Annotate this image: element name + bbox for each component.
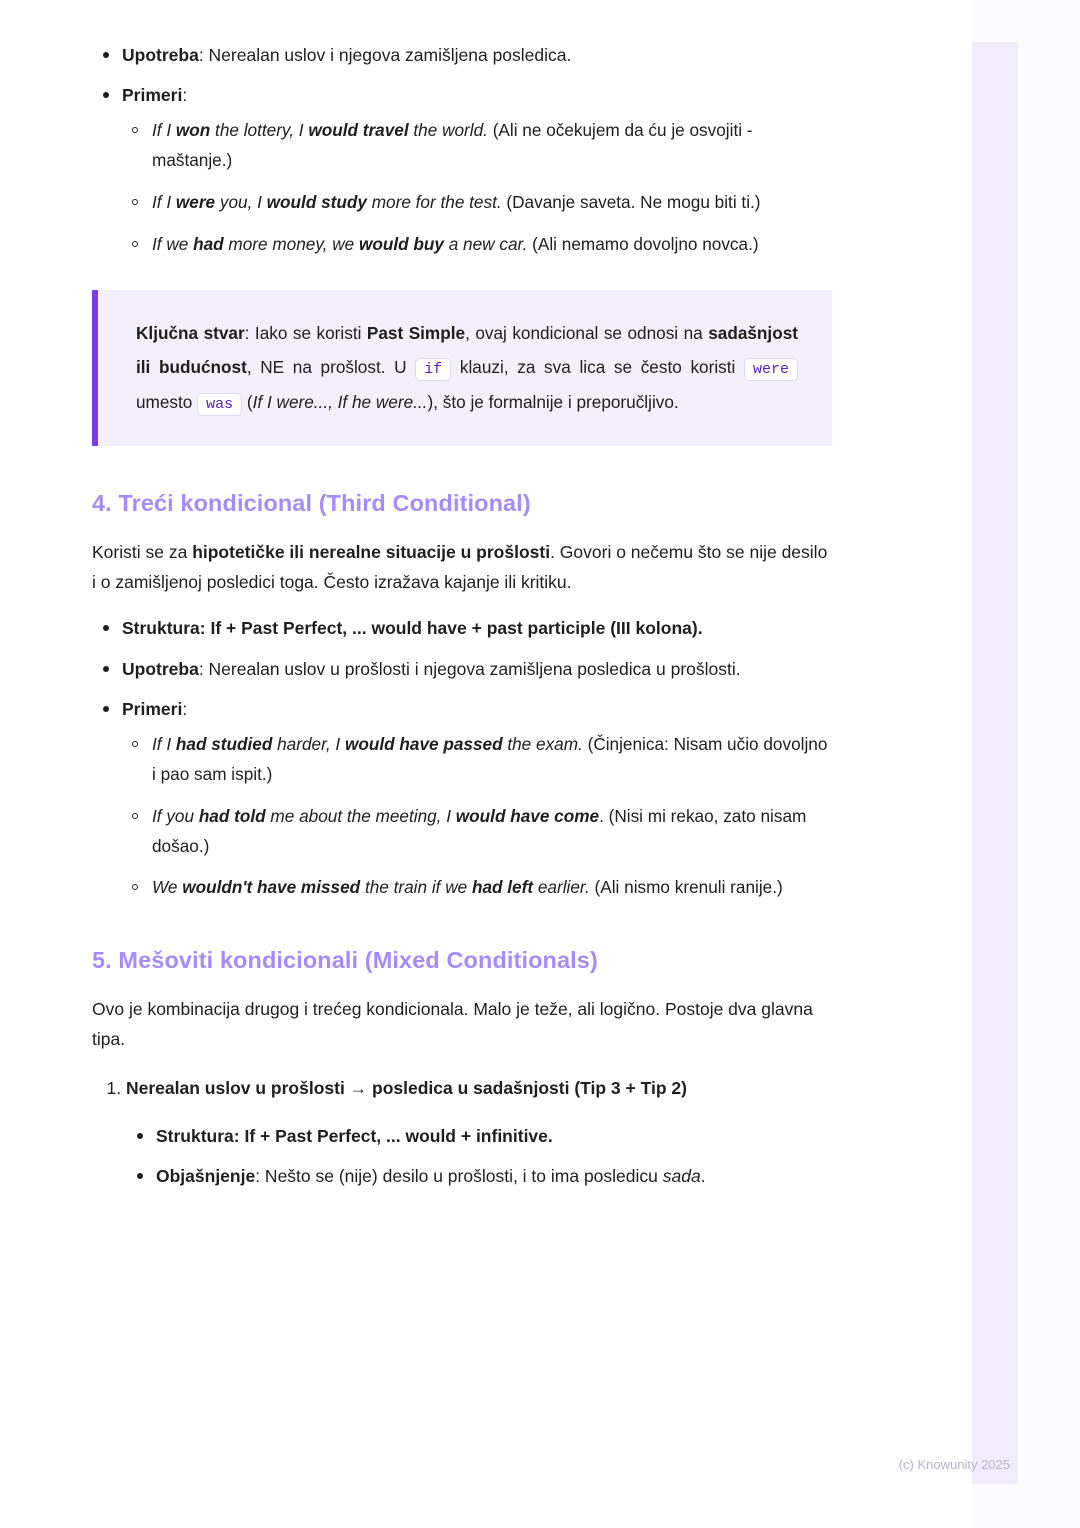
list-item	[122, 188, 832, 218]
example-note: . (Nisi mi rekao, zato nisam došao.)	[152, 805, 807, 856]
example-text: me about the meeting, I	[265, 805, 456, 826]
example-text: We	[152, 877, 183, 898]
example-text: more money, we	[223, 233, 359, 254]
example-text: earlier.	[533, 877, 590, 898]
callout-text-2: , ovaj kondicional se odnosi na	[465, 322, 709, 343]
usage-label: Upotreba	[122, 45, 199, 65]
structure-label: Struktura	[156, 1125, 234, 1146]
callout-text-5: umesto	[136, 392, 198, 413]
example-verb: wouldn't have missed	[182, 877, 361, 898]
example-note: (Ali ne očekujem da ću je osvojiti - maštanje.)	[152, 120, 753, 171]
example-text: If I	[152, 733, 176, 754]
third-conditional-list	[92, 613, 832, 903]
explanation-text-1: : Nešto se (nije) desilo u prošlosti, i to ima posledicu	[255, 1165, 663, 1186]
callout-text	[136, 316, 798, 420]
list-item	[92, 40, 832, 70]
usage-label: Upotreba	[122, 658, 199, 679]
code-if: if	[415, 358, 451, 381]
list-item	[92, 654, 832, 684]
callout-italic: If I were..., If he were...	[252, 392, 428, 413]
example-note: (Ali nismo krenuli ranije.)	[589, 877, 783, 898]
example-text: If I	[152, 120, 176, 141]
callout-bold-1: Past Simple	[366, 322, 466, 343]
example-verb: won	[175, 120, 211, 141]
example-note: (Ali nemamo dovoljno novca.)	[527, 233, 759, 254]
list-item	[126, 1121, 832, 1151]
second-conditional-examples	[122, 116, 832, 260]
explanation-label: Objašnjenje	[156, 1165, 256, 1186]
list-item	[92, 613, 832, 643]
intro-text-2: . Govori o nečemu što se nije desilo i o zamišljenoj posledici toga. Često izražava kajanje ili kritiku.	[92, 542, 828, 593]
list-item	[122, 730, 832, 790]
explanation-italic: sada	[662, 1165, 701, 1186]
example-text: If we	[152, 233, 194, 254]
page-right-accent-strip	[972, 42, 1018, 1484]
mixed-type-1-title: Nerealan uslov u prošlosti → posledica u sadašnjosti (Tip 3 + Tip 2)	[126, 1077, 687, 1098]
usage-text: : Nerealan uslov i njegova zamišljena posledica.	[198, 45, 572, 65]
example-text: the world.	[408, 120, 488, 141]
example-verb: had left	[471, 877, 534, 898]
example-text: harder, I	[272, 733, 345, 754]
structure-text: : If + Past Perfect, ... would + infinitive.	[233, 1125, 553, 1146]
examples-label: Primeri	[122, 698, 183, 719]
example-verb: had studied	[175, 733, 273, 754]
example-verb: would buy	[358, 233, 444, 254]
example-verb: would travel	[308, 120, 409, 141]
example-text: the lottery, I	[210, 120, 309, 141]
mixed-conditionals-list	[92, 1073, 832, 1191]
copyright-footer: (c) Knowunity 2025	[898, 1457, 1010, 1472]
structure-label: Struktura	[122, 618, 200, 639]
example-text: the exam.	[502, 733, 583, 754]
list-item	[126, 1161, 832, 1191]
example-verb: would have passed	[344, 733, 503, 754]
list-item	[126, 1073, 832, 1191]
key-point-callout	[92, 290, 832, 446]
callout-text-3: , NE na prošlost. U	[246, 357, 416, 378]
third-conditional-intro	[92, 537, 832, 597]
callout-label: Ključna stvar	[136, 322, 245, 343]
mixed-conditionals-intro: Ovo je kombinacija drugog i trećeg kondicionala. Malo je teže, ali logično. Postoje dva glavna tipa.	[92, 999, 813, 1050]
section-heading-third-conditional: 4. Treći kondicional (Third Conditional)	[92, 490, 531, 517]
example-verb: would have come	[455, 805, 600, 826]
list-item	[122, 230, 832, 260]
callout-bold-2: sadašnjost ili budućnost	[136, 322, 798, 378]
example-text: more for the test.	[366, 192, 502, 213]
example-text: If you	[152, 805, 199, 826]
example-text: a new car.	[443, 233, 528, 254]
list-item	[122, 873, 832, 903]
examples-label: Primeri	[122, 85, 183, 106]
section-heading-mixed-conditionals: 5. Mešoviti kondicionali (Mixed Conditionals)	[92, 947, 598, 974]
list-item	[92, 694, 832, 904]
list-item	[92, 80, 832, 260]
example-note: (Davanje saveta. Ne mogu biti ti.)	[501, 192, 761, 213]
example-note: (Činjenica: Nisam učio dovoljno i pao sam ispit.)	[152, 733, 828, 784]
example-verb: would study	[266, 192, 367, 213]
example-verb: were	[175, 192, 216, 213]
examples-colon: :	[182, 85, 188, 106]
list-item	[122, 802, 832, 862]
example-text: you, I	[215, 192, 267, 213]
intro-text-1: Koristi se za	[92, 542, 193, 563]
explanation-text-2: .	[700, 1165, 706, 1186]
list-item	[122, 116, 832, 176]
third-conditional-examples	[122, 730, 832, 904]
usage-text: : Nerealan uslov u prošlosti i njegova zamišljena posledica u prošlosti.	[198, 658, 741, 679]
mixed-type-1-details	[126, 1121, 832, 1191]
examples-colon: :	[182, 698, 188, 719]
callout-text-4: klauzi, za sva lica se često koristi	[451, 357, 744, 378]
note-content	[92, 40, 832, 1205]
second-conditional-list	[92, 40, 832, 260]
example-verb: had	[193, 233, 224, 254]
structure-text: : If + Past Perfect, ... would have + past participle (III kolona).	[199, 618, 703, 639]
example-text: the train if we	[360, 877, 472, 898]
intro-bold: hipotetičke ili nerealne situacije u prošlosti	[192, 542, 551, 563]
code-were: were	[744, 358, 798, 381]
example-verb: had told	[198, 805, 266, 826]
callout-text-7: ), što je formalnije i preporučljivo.	[427, 392, 679, 413]
example-text: If I	[152, 192, 176, 213]
callout-text-1: : Iako se koristi	[244, 322, 367, 343]
callout-text-6: (	[242, 392, 253, 413]
code-was: was	[197, 393, 242, 416]
